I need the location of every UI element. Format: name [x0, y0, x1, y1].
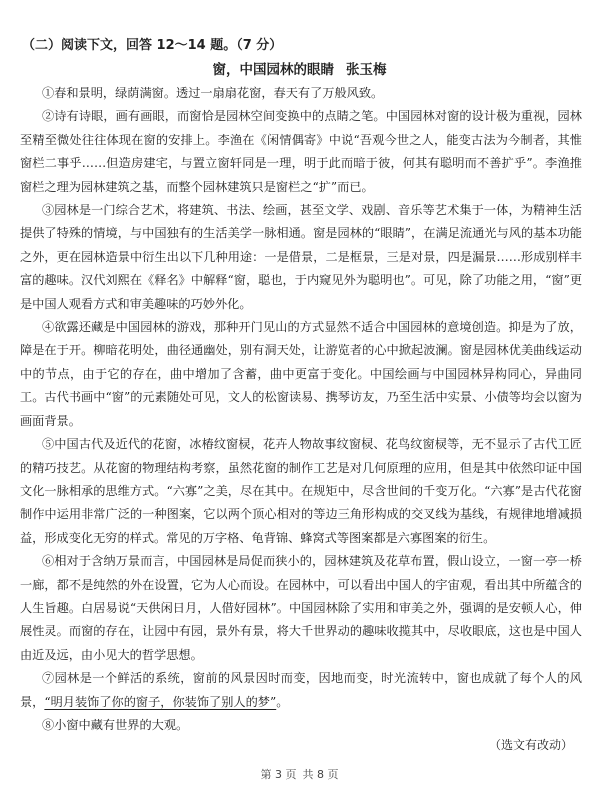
paragraph-7	[20, 667, 582, 714]
section-heading: （二）阅读下文，回答 12～14 题。（7 分）	[22, 38, 283, 53]
article-body	[20, 82, 582, 737]
article-author: 张玉梅	[346, 62, 387, 78]
paragraph-7-text: ⑦园林是一个鲜活的系统，窗前的风景因时而变，因地而变，时光流转中，窗也成就了每个人的风景，	[20, 671, 582, 709]
paragraph-1: ①春和景明，绿荫满窗。透过一扇扇花窗，春天有了万般风致。	[42, 86, 384, 100]
article-title: 窗，中国园林的眼睛	[212, 62, 334, 78]
page-number: 第 3 页	[260, 768, 297, 781]
paragraph-8: ⑧小窗中藏有世界的大观。	[42, 717, 189, 732]
underlined-quote: “明月装饰了你的窗子，你装饰了别人的梦”	[44, 694, 277, 709]
paragraph-4: ④欲露还藏是中国园林的游戏，那种开门见山的方式显然不适合中国园林的意境创造。抑是为了放，障是在于开。柳暗花明处，曲径通幽处，别有洞天处，让游览者的心中掀起波澜。窗是园林优美曲线运动中的节点，由于它的存在，曲中增加了含蓄，曲中更富于变化。中国绘画与中国园林异构同心，异曲同工。古代书画中“窗”的元素随处可见，文人的松窗读易、携琴访友，乃至生活中实景、小债等均会以窗为画面背景。	[20, 320, 582, 428]
paragraph-2: ②诗有诗眼，画有画眼，而窗恰是园林空间变换中的点睛之笔。中国园林对窗的设计极为重视，园林至精至微处往往体现在窗的安排上。李渔在《闲情偶寄》中说“吾观今世之人，能变古法为今制者，其惟窗栏二事乎……但造房建宅，与置立窗轩同是一理，明于此而暗于彼，何其有聪明而不善扩乎”。李渔推窗栏之理为园林建筑之基，而整个园林建筑只是窗栏之“扩”而已。	[20, 109, 582, 194]
paragraph-5: ⑤中国古代及近代的花窗，冰椿纹窗棂，花卉人物故事纹窗棂、花鸟纹窗棂等，无不显示了古代工匠的精巧技艺。从花窗的物理结构考察，虽然花窗的制作工艺是对几何原理的应用，但是其中依然印证中国文化一脉相承的思维方式。“六寡”之美，尽在其中。在规矩中，尽含世间的千变万化。“六寡”是古代花窗制作中运用非常广泛的一种图案，它以两个顶心相对的等边三角形构成的交叉线为基线，有规律地增减损益，形成变化无穷的样式。常见的万字格、龟背锦、蜂窝式等图案都是六寡图案的衍生。	[20, 437, 582, 545]
paragraph-3: ③园林是一门综合艺术，将建筑、书法、绘画，甚至文学、戏剧、音乐等艺术集于一体，为精神生活提供了特殊的情境，与中国独有的生活美学一脉相通。窗是园林的“眼睛”，在满足流通光与风的基本功能之外，更在园林造景中衍生出以下几种用途：一是借景，二是框景，三是对景，四是漏景……形成别样丰富的趣味。汉代刘熙在《释名》中解释“窗，聪也，于内窥见外为聪明也”。可见，除了功能之用，“窗”更是中国人观看方式和审美趣味的巧妙外化。	[20, 203, 583, 311]
quote-end: 。	[276, 694, 289, 709]
article-title-line	[0, 58, 599, 78]
page-footer	[0, 766, 599, 782]
page-total: 共 8 页	[302, 768, 339, 781]
source-note: （选文有改动）	[488, 738, 573, 752]
paragraph-6: ⑥相对于含纳万景而言，中国园林是局促而狭小的，园林建筑及花草布置，假山设立，一窗一亭一桥一廊，都不是纯然的外在设置，它为人心而设。在园林中，可以看出中国人的宇宙观，看出其中所蕴含的人生旨趣。白居易说“天供闲日月，人借好园林”。中国园林除了实用和审美之外，强调的是安顿人心，伸展性灵。而窗的存在，让园中有园，景外有景，将大千世界动的趣味收揽其中，尽收眼底，这也是中国人由近及远，由小见大的哲学思想。	[20, 554, 582, 662]
